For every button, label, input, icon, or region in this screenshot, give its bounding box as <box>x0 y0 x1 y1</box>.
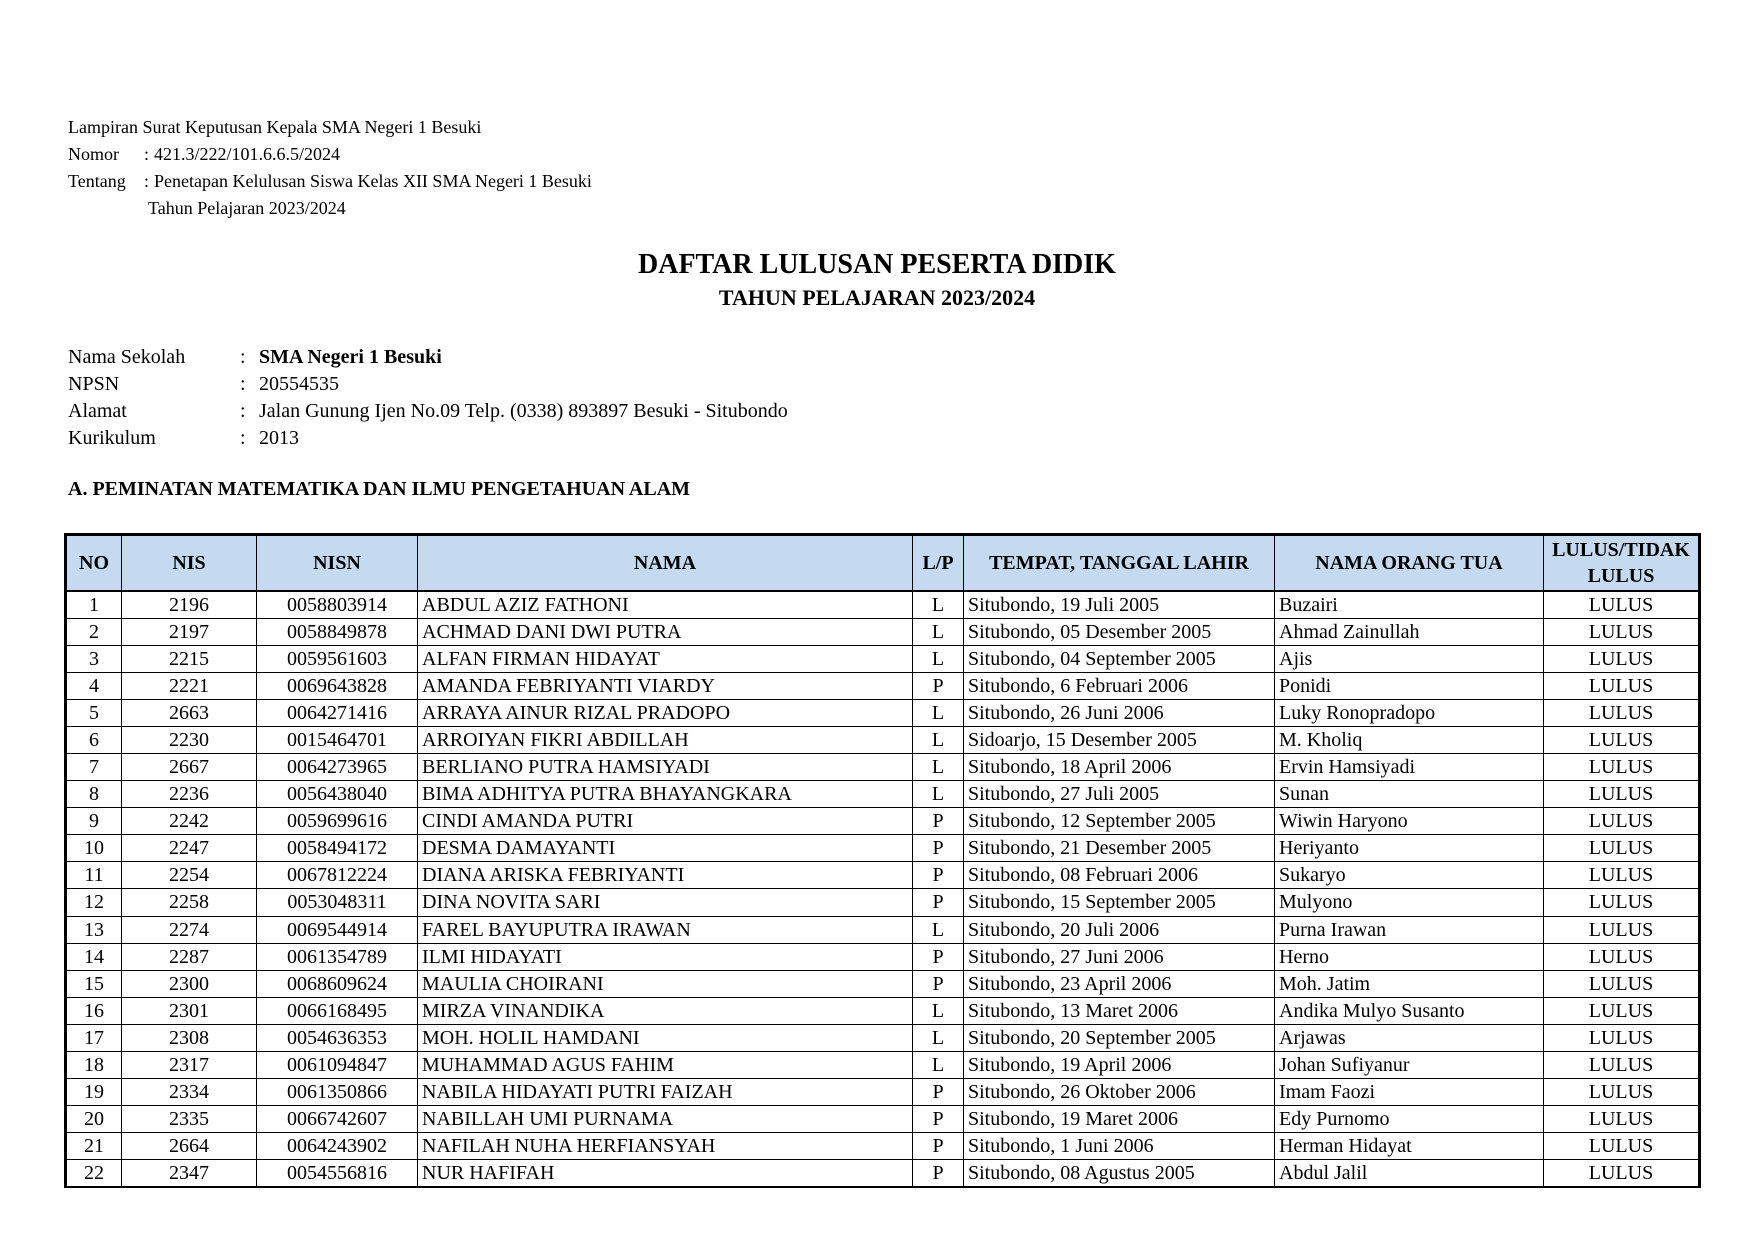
table-row <box>66 1160 1700 1188</box>
npsn-value: 20554535 <box>259 373 339 395</box>
table-row <box>66 808 1700 835</box>
cell-orang-tua: Ervin Hamsiyadi <box>1275 753 1544 780</box>
cell-nis: 2247 <box>122 835 257 862</box>
cell-orang-tua: Mulyono <box>1275 889 1544 916</box>
cell-nis: 2197 <box>122 618 257 645</box>
cell-nisn: 0058494172 <box>257 835 418 862</box>
header-ttl: TEMPAT, TANGGAL LAHIR <box>964 535 1275 591</box>
table-row <box>66 1052 1700 1079</box>
cell-nis: 2308 <box>122 1024 257 1051</box>
cell-nama: ALFAN FIRMAN HIDAYAT <box>418 645 913 672</box>
table-row <box>66 970 1700 997</box>
header-orang-tua: NAMA ORANG TUA <box>1275 535 1544 591</box>
cell-orang-tua: Herno <box>1275 943 1544 970</box>
cell-status: LULUS <box>1544 726 1700 753</box>
cell-lp: P <box>913 943 964 970</box>
cell-nama: FAREL BAYUPUTRA IRAWAN <box>418 916 913 943</box>
cell-lp: P <box>913 889 964 916</box>
cell-status: LULUS <box>1544 1052 1700 1079</box>
cell-nisn: 0054636353 <box>257 1024 418 1051</box>
cell-no: 11 <box>66 862 122 889</box>
cell-nama: DINA NOVITA SARI <box>418 889 913 916</box>
cell-lp: L <box>913 916 964 943</box>
table-row <box>66 645 1700 672</box>
alamat-colon: : <box>240 400 246 422</box>
cell-lp: L <box>913 1052 964 1079</box>
cell-no: 19 <box>66 1079 122 1106</box>
cell-nama: NABILA HIDAYATI PUTRI FAIZAH <box>418 1079 913 1106</box>
cell-nisn: 0056438040 <box>257 781 418 808</box>
cell-ttl: Situbondo, 08 Februari 2006 <box>964 862 1275 889</box>
cell-nama: MUHAMMAD AGUS FAHIM <box>418 1052 913 1079</box>
cell-orang-tua: Sunan <box>1275 781 1544 808</box>
table-row <box>66 943 1700 970</box>
info-row-kurikulum <box>68 425 788 452</box>
cell-ttl: Situbondo, 21 Desember 2005 <box>964 835 1275 862</box>
cell-nama: ARROIYAN FIKRI ABDILLAH <box>418 726 913 753</box>
table-row <box>66 997 1700 1024</box>
kurikulum-value: 2013 <box>259 427 299 449</box>
cell-ttl: Situbondo, 26 Oktober 2006 <box>964 1079 1275 1106</box>
cell-nisn: 0061354789 <box>257 943 418 970</box>
document-title: DAFTAR LULUSAN PESERTA DIDIK <box>638 249 1116 280</box>
cell-nis: 2215 <box>122 645 257 672</box>
cell-lp: P <box>913 1079 964 1106</box>
cell-status: LULUS <box>1544 835 1700 862</box>
cell-no: 14 <box>66 943 122 970</box>
cell-nisn: 0061350866 <box>257 1079 418 1106</box>
cell-status: LULUS <box>1544 1106 1700 1133</box>
cell-nisn: 0068609624 <box>257 970 418 997</box>
cell-nama: MIRZA VINANDIKA <box>418 997 913 1024</box>
tentang-line <box>68 168 592 195</box>
cell-ttl: Situbondo, 27 Juli 2005 <box>964 781 1275 808</box>
tentang-value-2: Tahun Pelajaran 2023/2024 <box>148 198 346 218</box>
cell-orang-tua: Ahmad Zainullah <box>1275 618 1544 645</box>
cell-ttl: Situbondo, 6 Februari 2006 <box>964 672 1275 699</box>
info-row-alamat <box>68 398 788 425</box>
cell-status: LULUS <box>1544 808 1700 835</box>
cell-nisn: 0061094847 <box>257 1052 418 1079</box>
cell-nama: DESMA DAMAYANTI <box>418 835 913 862</box>
cell-nisn: 0066168495 <box>257 997 418 1024</box>
cell-orang-tua: Wiwin Haryono <box>1275 808 1544 835</box>
cell-ttl: Situbondo, 23 April 2006 <box>964 970 1275 997</box>
tentang-line-2 <box>68 195 592 222</box>
cell-nis: 2334 <box>122 1079 257 1106</box>
cell-nis: 2236 <box>122 781 257 808</box>
table-body <box>66 591 1700 1188</box>
cell-nisn: 0054556816 <box>257 1160 418 1188</box>
header-lp: L/P <box>913 535 964 591</box>
table-row <box>66 889 1700 916</box>
cell-status: LULUS <box>1544 1079 1700 1106</box>
cell-status: LULUS <box>1544 997 1700 1024</box>
cell-status: LULUS <box>1544 753 1700 780</box>
cell-ttl: Situbondo, 13 Maret 2006 <box>964 997 1275 1024</box>
table-row <box>66 1106 1700 1133</box>
cell-lp: P <box>913 835 964 862</box>
cell-nis: 2301 <box>122 997 257 1024</box>
cell-nisn: 0064271416 <box>257 699 418 726</box>
cell-ttl: Situbondo, 19 Juli 2005 <box>964 591 1275 619</box>
table-row <box>66 781 1700 808</box>
cell-ttl: Situbondo, 18 April 2006 <box>964 753 1275 780</box>
cell-nama: MAULIA CHOIRANI <box>418 970 913 997</box>
cell-nisn: 0064243902 <box>257 1133 418 1160</box>
cell-nis: 2664 <box>122 1133 257 1160</box>
cell-lp: L <box>913 699 964 726</box>
cell-nama: AMANDA FEBRIYANTI VIARDY <box>418 672 913 699</box>
header-no: NO <box>66 535 122 591</box>
cell-orang-tua: Purna Irawan <box>1275 916 1544 943</box>
cell-nama: NABILLAH UMI PURNAMA <box>418 1106 913 1133</box>
cell-orang-tua: Arjawas <box>1275 1024 1544 1051</box>
cell-nis: 2274 <box>122 916 257 943</box>
cell-no: 21 <box>66 1133 122 1160</box>
cell-no: 22 <box>66 1160 122 1188</box>
table-row <box>66 1079 1700 1106</box>
cell-orang-tua: Ajis <box>1275 645 1544 672</box>
cell-ttl: Situbondo, 20 September 2005 <box>964 1024 1275 1051</box>
cell-ttl: Situbondo, 15 September 2005 <box>964 889 1275 916</box>
header-nisn: NISN <box>257 535 418 591</box>
cell-no: 7 <box>66 753 122 780</box>
table-header-row <box>66 535 1700 591</box>
cell-orang-tua: Sukaryo <box>1275 862 1544 889</box>
document-subtitle: TAHUN PELAJARAN 2023/2024 <box>718 285 1036 310</box>
sekolah-label: Nama Sekolah <box>68 346 186 368</box>
cell-nis: 2347 <box>122 1160 257 1188</box>
header-nis: NIS <box>122 535 257 591</box>
cell-nis: 2663 <box>122 699 257 726</box>
cell-nis: 2196 <box>122 591 257 619</box>
cell-lp: L <box>913 645 964 672</box>
table-row <box>66 726 1700 753</box>
nomor-label: Nomor <box>68 144 119 164</box>
cell-no: 13 <box>66 916 122 943</box>
cell-lp: P <box>913 672 964 699</box>
cell-ttl: Situbondo, 19 April 2006 <box>964 1052 1275 1079</box>
cell-nisn: 0059699616 <box>257 808 418 835</box>
cell-no: 3 <box>66 645 122 672</box>
cell-no: 10 <box>66 835 122 862</box>
cell-no: 12 <box>66 889 122 916</box>
cell-lp: L <box>913 997 964 1024</box>
cell-no: 18 <box>66 1052 122 1079</box>
cell-ttl: Situbondo, 04 September 2005 <box>964 645 1275 672</box>
cell-lp: P <box>913 862 964 889</box>
cell-status: LULUS <box>1544 1160 1700 1188</box>
cell-nisn: 0069544914 <box>257 916 418 943</box>
cell-no: 5 <box>66 699 122 726</box>
sekolah-value: SMA Negeri 1 Besuki <box>259 346 442 368</box>
cell-nama: NAFILAH NUHA HERFIANSYAH <box>418 1133 913 1160</box>
cell-ttl: Situbondo, 26 Juni 2006 <box>964 699 1275 726</box>
cell-nisn: 0015464701 <box>257 726 418 753</box>
cell-status: LULUS <box>1544 916 1700 943</box>
cell-nisn: 0058849878 <box>257 618 418 645</box>
cell-lp: L <box>913 726 964 753</box>
cell-nis: 2287 <box>122 943 257 970</box>
table-row <box>66 699 1700 726</box>
cell-no: 4 <box>66 672 122 699</box>
tentang-label: Tentang <box>68 171 126 191</box>
cell-status: LULUS <box>1544 862 1700 889</box>
school-info <box>68 344 788 452</box>
cell-lp: L <box>913 618 964 645</box>
cell-ttl: Situbondo, 19 Maret 2006 <box>964 1106 1275 1133</box>
cell-nama: ACHMAD DANI DWI PUTRA <box>418 618 913 645</box>
table-row <box>66 1133 1700 1160</box>
cell-nama: BIMA ADHITYA PUTRA BHAYANGKARA <box>418 781 913 808</box>
table-row <box>66 618 1700 645</box>
cell-orang-tua: Abdul Jalil <box>1275 1160 1544 1188</box>
sekolah-colon: : <box>240 346 246 368</box>
table-row <box>66 835 1700 862</box>
cell-status: LULUS <box>1544 970 1700 997</box>
cell-nisn: 0069643828 <box>257 672 418 699</box>
cell-nama: ABDUL AZIZ FATHONI <box>418 591 913 619</box>
cell-lp: P <box>913 808 964 835</box>
cell-ttl: Sidoarjo, 15 Desember 2005 <box>964 726 1275 753</box>
cell-no: 8 <box>66 781 122 808</box>
table-row <box>66 672 1700 699</box>
cell-nis: 2254 <box>122 862 257 889</box>
cell-nisn: 0067812224 <box>257 862 418 889</box>
nomor-line <box>68 141 592 168</box>
cell-ttl: Situbondo, 1 Juni 2006 <box>964 1133 1275 1160</box>
info-row-sekolah <box>68 344 788 371</box>
cell-orang-tua: Buzairi <box>1275 591 1544 619</box>
cell-orang-tua: Heriyanto <box>1275 835 1544 862</box>
cell-nama: CINDI AMANDA PUTRI <box>418 808 913 835</box>
info-row-npsn <box>68 371 788 398</box>
kurikulum-colon: : <box>240 427 246 449</box>
table-row <box>66 753 1700 780</box>
cell-nis: 2221 <box>122 672 257 699</box>
cell-nama: ARRAYA AINUR RIZAL PRADOPO <box>418 699 913 726</box>
cell-nis: 2230 <box>122 726 257 753</box>
alamat-label: Alamat <box>68 400 127 422</box>
cell-lp: P <box>913 970 964 997</box>
cell-status: LULUS <box>1544 699 1700 726</box>
kurikulum-label: Kurikulum <box>68 427 156 449</box>
cell-status: LULUS <box>1544 591 1700 619</box>
cell-status: LULUS <box>1544 618 1700 645</box>
cell-lp: P <box>913 1160 964 1188</box>
cell-status: LULUS <box>1544 943 1700 970</box>
cell-orang-tua: Johan Sufiyanur <box>1275 1052 1544 1079</box>
cell-ttl: Situbondo, 05 Desember 2005 <box>964 618 1275 645</box>
cell-orang-tua: Edy Purnomo <box>1275 1106 1544 1133</box>
cell-no: 17 <box>66 1024 122 1051</box>
cell-nisn: 0058803914 <box>257 591 418 619</box>
alamat-value: Jalan Gunung Ijen No.09 Telp. (0338) 893897 Besuki - Situbondo <box>259 400 788 422</box>
cell-no: 15 <box>66 970 122 997</box>
tentang-colon: : <box>144 171 150 191</box>
cell-orang-tua: Imam Faozi <box>1275 1079 1544 1106</box>
cell-ttl: Situbondo, 08 Agustus 2005 <box>964 1160 1275 1188</box>
nomor-value: 421.3/222/101.6.6.5/2024 <box>154 144 341 164</box>
cell-lp: P <box>913 1133 964 1160</box>
cell-nama: NUR HAFIFAH <box>418 1160 913 1188</box>
cell-ttl: Situbondo, 27 Juni 2006 <box>964 943 1275 970</box>
npsn-colon: : <box>240 373 246 395</box>
nomor-colon: : <box>144 144 150 164</box>
cell-lp: L <box>913 1024 964 1051</box>
table-row <box>66 916 1700 943</box>
cell-orang-tua: M. Kholiq <box>1275 726 1544 753</box>
npsn-label: NPSN <box>68 373 120 395</box>
cell-status: LULUS <box>1544 645 1700 672</box>
cell-nis: 2300 <box>122 970 257 997</box>
cell-orang-tua: Ponidi <box>1275 672 1544 699</box>
cell-nis: 2335 <box>122 1106 257 1133</box>
cell-nama: MOH. HOLIL HAMDANI <box>418 1024 913 1051</box>
header-nama: NAMA <box>418 535 913 591</box>
lampiran-block <box>68 114 592 222</box>
cell-nis: 2667 <box>122 753 257 780</box>
cell-lp: L <box>913 781 964 808</box>
section-heading: A. PEMINATAN MATEMATIKA DAN ILMU PENGETAHUAN ALAM <box>68 478 691 500</box>
cell-ttl: Situbondo, 12 September 2005 <box>964 808 1275 835</box>
cell-no: 6 <box>66 726 122 753</box>
tentang-value: Penetapan Kelulusan Siswa Kelas XII SMA Negeri 1 Besuki <box>154 171 592 191</box>
cell-status: LULUS <box>1544 1024 1700 1051</box>
cell-lp: L <box>913 753 964 780</box>
cell-nis: 2242 <box>122 808 257 835</box>
cell-no: 16 <box>66 997 122 1024</box>
cell-orang-tua: Herman Hidayat <box>1275 1133 1544 1160</box>
table-row <box>66 1024 1700 1051</box>
cell-no: 20 <box>66 1106 122 1133</box>
cell-nisn: 0064273965 <box>257 753 418 780</box>
cell-nis: 2317 <box>122 1052 257 1079</box>
cell-nama: ILMI HIDAYATI <box>418 943 913 970</box>
lampiran-text: Lampiran Surat Keputusan Kepala SMA Negeri 1 Besuki <box>68 117 482 137</box>
cell-status: LULUS <box>1544 889 1700 916</box>
cell-nisn: 0066742607 <box>257 1106 418 1133</box>
header-status: LULUS/TIDAK LULUS <box>1544 535 1700 591</box>
lampiran-line <box>68 114 592 141</box>
graduates-table <box>64 533 1701 1188</box>
cell-orang-tua: Luky Ronopradopo <box>1275 699 1544 726</box>
table-row <box>66 862 1700 889</box>
cell-lp: P <box>913 1106 964 1133</box>
cell-nama: BERLIANO PUTRA HAMSIYADI <box>418 753 913 780</box>
cell-orang-tua: Moh. Jatim <box>1275 970 1544 997</box>
cell-orang-tua: Andika Mulyo Susanto <box>1275 997 1544 1024</box>
cell-status: LULUS <box>1544 672 1700 699</box>
cell-lp: L <box>913 591 964 619</box>
cell-no: 9 <box>66 808 122 835</box>
cell-nisn: 0059561603 <box>257 645 418 672</box>
table-row <box>66 591 1700 619</box>
cell-status: LULUS <box>1544 1133 1700 1160</box>
cell-nama: DIANA ARISKA FEBRIYANTI <box>418 862 913 889</box>
cell-nis: 2258 <box>122 889 257 916</box>
cell-nisn: 0053048311 <box>257 889 418 916</box>
cell-no: 1 <box>66 591 122 619</box>
cell-no: 2 <box>66 618 122 645</box>
cell-status: LULUS <box>1544 781 1700 808</box>
cell-ttl: Situbondo, 20 Juli 2006 <box>964 916 1275 943</box>
